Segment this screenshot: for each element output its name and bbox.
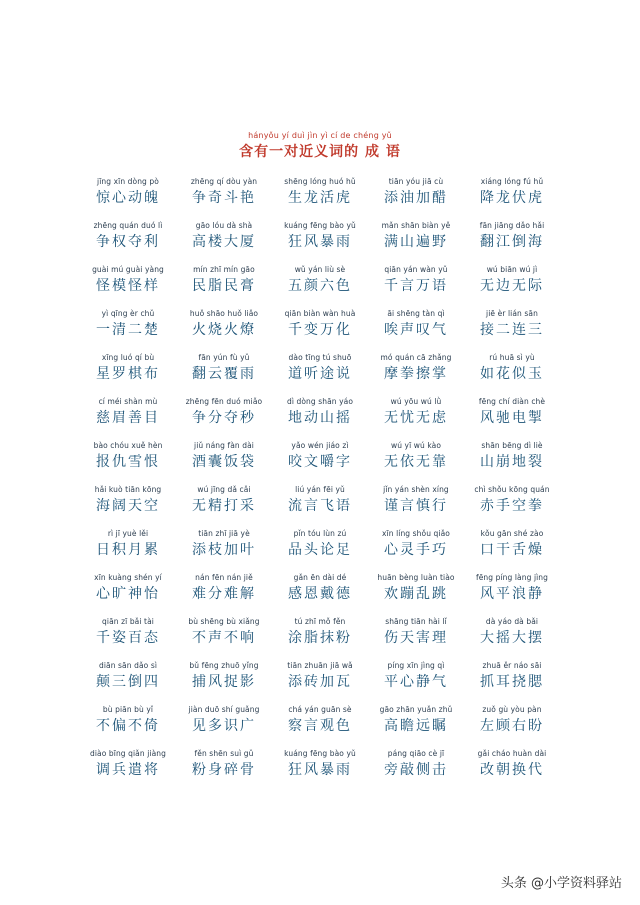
idiom-item xyxy=(80,352,176,396)
idiom-item xyxy=(272,352,368,396)
idiom-text: 添枝加叶 xyxy=(192,542,256,558)
idiom-text: 颠三倒四 xyxy=(96,674,160,690)
idiom-pinyin: tiān yóu jiā cù xyxy=(388,177,444,186)
idiom-text: 感恩戴德 xyxy=(288,586,352,602)
idiom-text: 日积月累 xyxy=(96,542,160,558)
idiom-text: 旁敲侧击 xyxy=(384,762,448,778)
idiom-item xyxy=(80,264,176,308)
idiom-item xyxy=(176,308,272,352)
idiom-item xyxy=(272,616,368,660)
idiom-item xyxy=(272,704,368,748)
idiom-item xyxy=(464,660,560,704)
idiom-text: 见多识广 xyxy=(192,718,256,734)
idiom-pinyin: yǎo wén jiáo zì xyxy=(291,441,349,450)
idiom-pinyin: kuáng fēng bào yǔ xyxy=(284,749,356,758)
idiom-text: 如花似玉 xyxy=(480,366,544,382)
idiom-pinyin: kuáng fēng bào yǔ xyxy=(284,221,356,230)
idiom-pinyin: wǔ yán liù sè xyxy=(294,265,346,274)
idiom-item xyxy=(176,528,272,572)
idiom-item xyxy=(368,352,464,396)
idiom-text: 道听途说 xyxy=(288,366,352,382)
idiom-text: 民脂民膏 xyxy=(192,278,256,294)
idiom-pinyin: tiān zhī jiā yè xyxy=(198,529,250,538)
idiom-text: 接二连三 xyxy=(480,322,544,338)
idiom-pinyin: diān sān dǎo sì xyxy=(98,661,158,670)
idiom-item xyxy=(272,220,368,264)
idiom-text: 风平浪静 xyxy=(480,586,544,602)
idiom-item xyxy=(176,220,272,264)
idiom-pinyin: qiān zī bǎi tài xyxy=(102,617,154,626)
idiom-pinyin: zhuā ěr náo sāi xyxy=(482,661,542,670)
watermark: 头条 @小学资料驿站 xyxy=(500,876,622,891)
idiom-pinyin: rú huā sì yù xyxy=(489,353,535,362)
idiom-pinyin: qiān yán wàn yǔ xyxy=(384,265,448,274)
idiom-text: 地动山摇 xyxy=(288,410,352,426)
idiom-item xyxy=(176,352,272,396)
idiom-item xyxy=(272,176,368,220)
idiom-pinyin: mǎn shān biàn yě xyxy=(381,221,451,230)
idiom-pinyin: wú biān wú jì xyxy=(486,265,538,274)
idiom-pinyin: zhēng quán duó lì xyxy=(93,221,163,230)
idiom-text: 涂脂抹粉 xyxy=(288,630,352,646)
idiom-pinyin: dào tīng tú shuō xyxy=(288,353,352,362)
idiom-pinyin: diào bīng qiǎn jiàng xyxy=(89,749,166,758)
idiom-pinyin: fān jiāng dǎo hǎi xyxy=(479,221,545,230)
idiom-item xyxy=(368,484,464,528)
idiom-item xyxy=(464,176,560,220)
idiom-text: 无忧无虑 xyxy=(384,410,448,426)
idiom-text: 火烧火燎 xyxy=(192,322,256,338)
idiom-text: 争权夺利 xyxy=(96,234,160,250)
idiom-item xyxy=(80,396,176,440)
idiom-item xyxy=(80,704,176,748)
idiom-pinyin: rì jī yuè lěi xyxy=(107,529,149,538)
idiom-item xyxy=(80,176,176,220)
idiom-item xyxy=(176,440,272,484)
idiom-pinyin: zuǒ gù yòu pàn xyxy=(482,705,542,714)
idiom-text: 平心静气 xyxy=(384,674,448,690)
idiom-pinyin: liú yán fēi yǔ xyxy=(295,485,345,494)
idiom-item xyxy=(272,528,368,572)
idiom-pinyin: fān yún fù yǔ xyxy=(198,353,250,362)
idiom-item xyxy=(80,572,176,616)
idiom-pinyin: shān bēng dì liè xyxy=(481,441,543,450)
idiom-text: 酒囊饭袋 xyxy=(192,454,256,470)
idiom-item xyxy=(272,572,368,616)
idiom-item xyxy=(368,176,464,220)
idiom-pinyin: píng xīn jìng qì xyxy=(387,661,445,670)
idiom-pinyin: bǔ fēng zhuō yǐng xyxy=(189,661,259,670)
page-title: 含有一对近义词的 成 语 xyxy=(239,144,401,160)
idiom-pinyin: āi shēng tàn qì xyxy=(387,309,445,318)
idiom-pinyin: xīng luó qí bù xyxy=(101,353,155,362)
idiom-text: 惊心动魄 xyxy=(96,190,160,206)
idiom-item xyxy=(368,528,464,572)
idiom-item xyxy=(176,484,272,528)
idiom-text: 抓耳挠腮 xyxy=(480,674,544,690)
idiom-text: 高楼大厦 xyxy=(192,234,256,250)
idiom-pinyin: pǐn tóu lùn zú xyxy=(293,529,347,538)
idiom-text: 不偏不倚 xyxy=(96,718,160,734)
idiom-grid xyxy=(80,176,560,792)
idiom-item xyxy=(80,528,176,572)
idiom-item xyxy=(464,572,560,616)
idiom-item xyxy=(464,352,560,396)
idiom-text: 粉身碎骨 xyxy=(192,762,256,778)
title-block xyxy=(0,130,640,162)
idiom-item xyxy=(368,748,464,792)
idiom-pinyin: nán fēn nán jiě xyxy=(195,573,253,582)
idiom-item xyxy=(464,220,560,264)
idiom-item xyxy=(368,308,464,352)
idiom-item xyxy=(368,396,464,440)
idiom-item xyxy=(80,616,176,660)
idiom-text: 察言观色 xyxy=(288,718,352,734)
idiom-item xyxy=(464,440,560,484)
idiom-pinyin: xiáng lóng fú hǔ xyxy=(480,177,544,186)
idiom-item xyxy=(368,264,464,308)
idiom-text: 翻江倒海 xyxy=(480,234,544,250)
idiom-item xyxy=(368,220,464,264)
idiom-pinyin: fēng chí diàn chè xyxy=(478,397,546,406)
idiom-item xyxy=(368,572,464,616)
idiom-item xyxy=(368,440,464,484)
idiom-text: 伤天害理 xyxy=(384,630,448,646)
idiom-item xyxy=(464,484,560,528)
idiom-pinyin: gāo lóu dà shà xyxy=(195,221,253,230)
idiom-item xyxy=(272,440,368,484)
idiom-pinyin: wú jīng dǎ cǎi xyxy=(197,485,251,494)
idiom-item xyxy=(368,616,464,660)
idiom-pinyin: gǎi cháo huàn dài xyxy=(477,749,547,758)
idiom-pinyin: xīn líng shǒu qiǎo xyxy=(382,529,450,538)
idiom-item xyxy=(272,484,368,528)
idiom-item xyxy=(176,176,272,220)
idiom-text: 高瞻远瞩 xyxy=(384,718,448,734)
idiom-pinyin: páng qiāo cè jī xyxy=(387,749,445,758)
idiom-pinyin: jǐn yán shèn xíng xyxy=(383,485,449,494)
idiom-item xyxy=(272,264,368,308)
idiom-pinyin: wú yōu wú lǜ xyxy=(390,397,442,406)
idiom-item xyxy=(272,660,368,704)
idiom-text: 报仇雪恨 xyxy=(96,454,160,470)
idiom-item xyxy=(80,748,176,792)
idiom-pinyin: bào chóu xuě hèn xyxy=(93,441,163,450)
idiom-item xyxy=(272,308,368,352)
idiom-text: 唉声叹气 xyxy=(384,322,448,338)
idiom-text: 无依无靠 xyxy=(384,454,448,470)
idiom-pinyin: xīn kuàng shén yí xyxy=(94,573,162,582)
idiom-text: 生龙活虎 xyxy=(288,190,352,206)
idiom-pinyin: dì dòng shān yáo xyxy=(286,397,354,406)
idiom-text: 降龙伏虎 xyxy=(480,190,544,206)
idiom-text: 无边无际 xyxy=(480,278,544,294)
idiom-pinyin: gāo zhān yuǎn zhǔ xyxy=(379,705,453,714)
idiom-pinyin: chá yán guān sè xyxy=(288,705,352,714)
idiom-text: 不声不响 xyxy=(192,630,256,646)
idiom-text: 无精打采 xyxy=(192,498,256,514)
idiom-pinyin: fěn shēn suì gǔ xyxy=(194,749,254,758)
idiom-item xyxy=(176,616,272,660)
idiom-pinyin: yì qīng èr chǔ xyxy=(101,309,155,318)
idiom-text: 心灵手巧 xyxy=(384,542,448,558)
idiom-item xyxy=(464,264,560,308)
idiom-text: 赤手空拳 xyxy=(480,498,544,514)
idiom-text: 添砖加瓦 xyxy=(288,674,352,690)
idiom-pinyin: guài mú guài yàng xyxy=(92,265,164,274)
idiom-item xyxy=(176,264,272,308)
idiom-pinyin: fēng píng làng jìng xyxy=(475,573,549,582)
idiom-pinyin: bù piān bù yǐ xyxy=(102,705,154,714)
idiom-item xyxy=(464,704,560,748)
idiom-text: 谨言慎行 xyxy=(384,498,448,514)
idiom-pinyin: jiàn duō shí guǎng xyxy=(188,705,260,714)
idiom-pinyin: mó quán cā zhǎng xyxy=(380,353,452,362)
idiom-text: 狂风暴雨 xyxy=(288,762,352,778)
idiom-text: 山崩地裂 xyxy=(480,454,544,470)
idiom-pinyin: tiān zhuān jiā wǎ xyxy=(287,661,353,670)
idiom-pinyin: cí méi shàn mù xyxy=(98,397,158,406)
idiom-pinyin: mín zhī mín gāo xyxy=(193,265,255,274)
idiom-item xyxy=(176,572,272,616)
idiom-text: 摩拳擦掌 xyxy=(384,366,448,382)
idiom-pinyin: qiān biàn wàn huà xyxy=(284,309,356,318)
idiom-text: 捕风捉影 xyxy=(192,674,256,690)
idiom-item xyxy=(80,220,176,264)
idiom-pinyin: shāng tiān hài lǐ xyxy=(385,617,447,626)
idiom-text: 千变万化 xyxy=(288,322,352,338)
idiom-pinyin: chì shǒu kōng quán xyxy=(474,485,550,494)
idiom-item xyxy=(176,704,272,748)
idiom-text: 怪模怪样 xyxy=(96,278,160,294)
idiom-item xyxy=(464,396,560,440)
idiom-item xyxy=(80,440,176,484)
idiom-pinyin: wú yī wú kào xyxy=(390,441,442,450)
idiom-pinyin: jīng xīn dòng pò xyxy=(97,177,159,186)
idiom-item xyxy=(464,528,560,572)
idiom-text: 满山遍野 xyxy=(384,234,448,250)
title-pinyin: hányǒu yí duì jìn yì cí de chéng yǔ xyxy=(248,131,392,140)
idiom-text: 五颜六色 xyxy=(288,278,352,294)
idiom-text: 争奇斗艳 xyxy=(192,190,256,206)
idiom-text: 品头论足 xyxy=(288,542,352,558)
idiom-pinyin: zhēng fēn duó miǎo xyxy=(185,397,263,406)
idiom-text: 心旷神怡 xyxy=(96,586,160,602)
idiom-item xyxy=(272,748,368,792)
idiom-text: 添油加醋 xyxy=(384,190,448,206)
idiom-text: 大摇大摆 xyxy=(480,630,544,646)
idiom-pinyin: bù shēng bù xiǎng xyxy=(188,617,260,626)
idiom-text: 翻云覆雨 xyxy=(192,366,256,382)
idiom-pinyin: huǒ shāo huǒ liǎo xyxy=(189,309,259,318)
idiom-text: 难分难解 xyxy=(192,586,256,602)
idiom-pinyin: dà yáo dà bǎi xyxy=(485,617,539,626)
idiom-item xyxy=(176,660,272,704)
idiom-text: 欢蹦乱跳 xyxy=(384,586,448,602)
idiom-pinyin: jiē èr lián sān xyxy=(486,309,538,318)
idiom-text: 口干舌燥 xyxy=(480,542,544,558)
idiom-item xyxy=(80,308,176,352)
idiom-pinyin: kǒu gān shé zào xyxy=(480,529,544,538)
idiom-item xyxy=(464,748,560,792)
idiom-item xyxy=(464,308,560,352)
idiom-text: 千姿百态 xyxy=(96,630,160,646)
idiom-text: 一清二楚 xyxy=(96,322,160,338)
idiom-text: 狂风暴雨 xyxy=(288,234,352,250)
idiom-pinyin: gǎn ēn dài dé xyxy=(293,573,347,582)
idiom-pinyin: hǎi kuò tiān kōng xyxy=(94,485,162,494)
idiom-item xyxy=(464,616,560,660)
idiom-text: 星罗棋布 xyxy=(96,366,160,382)
idiom-pinyin: huān bèng luàn tiào xyxy=(377,573,455,582)
idiom-pinyin: shēng lóng huó hǔ xyxy=(284,177,356,186)
idiom-item xyxy=(368,660,464,704)
idiom-item xyxy=(176,748,272,792)
idiom-item xyxy=(272,396,368,440)
idiom-text: 流言飞语 xyxy=(288,498,352,514)
idiom-pinyin: jiǔ náng fàn dài xyxy=(194,441,254,450)
idiom-text: 改朝换代 xyxy=(480,762,544,778)
idiom-item xyxy=(80,484,176,528)
idiom-item xyxy=(80,660,176,704)
idiom-pinyin: zhēng qí dòu yàn xyxy=(190,177,258,186)
idiom-text: 风驰电掣 xyxy=(480,410,544,426)
idiom-text: 慈眉善目 xyxy=(96,410,160,426)
idiom-item xyxy=(368,704,464,748)
idiom-text: 海阔天空 xyxy=(96,498,160,514)
idiom-text: 调兵遣将 xyxy=(96,762,160,778)
idiom-text: 咬文嚼字 xyxy=(288,454,352,470)
idiom-text: 争分夺秒 xyxy=(192,410,256,426)
idiom-item xyxy=(176,396,272,440)
idiom-pinyin: tú zhī mǒ fěn xyxy=(294,617,346,626)
idiom-text: 左顾右盼 xyxy=(480,718,544,734)
idiom-text: 千言万语 xyxy=(384,278,448,294)
